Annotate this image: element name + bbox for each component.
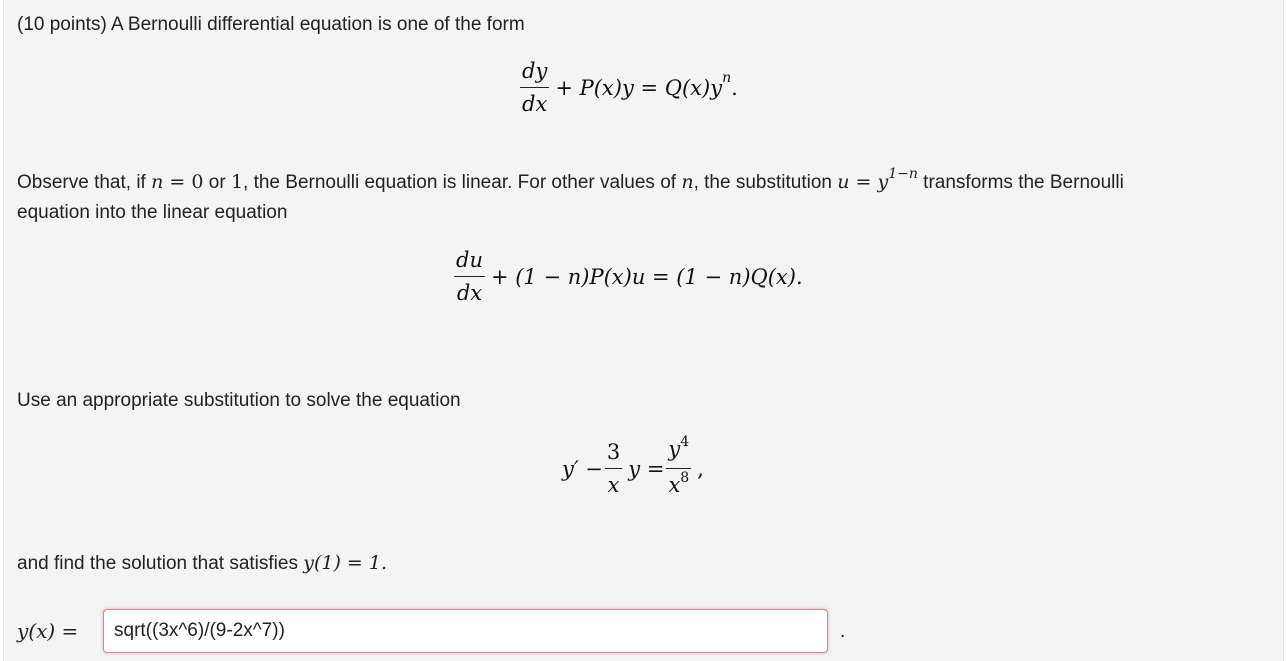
math-eq-zero: = 0: [163, 171, 204, 193]
exponent-n: n: [722, 69, 732, 86]
equation-rest: + (1 − n)P(x)u = (1 − n)Q(x).: [490, 264, 803, 289]
equation-period: .: [731, 75, 738, 100]
observe-text-5: transforms the Bernoulli: [923, 172, 1124, 193]
math-one: 1: [230, 171, 244, 193]
three-over-x-fraction: [605, 439, 622, 498]
problem-intro: (10 points) A Bernoulli differential equation is one of the form: [17, 14, 525, 35]
math-n: n: [151, 171, 164, 193]
instruction-text: Use an appropriate substitution to solve the equation: [17, 390, 461, 411]
equation-lhs: y′ −: [562, 456, 603, 481]
fraction-numerator: $y^4$: [668, 434, 690, 461]
linear-equation: [452, 247, 803, 306]
fraction-denominator: dx: [456, 281, 483, 305]
equation-comma: ,: [697, 456, 704, 481]
math-substitution: u = y: [837, 171, 889, 193]
fraction-bar: [520, 87, 549, 88]
du-dx-fraction: [454, 247, 485, 306]
condition-line: [17, 551, 387, 576]
fraction-bar: [454, 276, 485, 277]
condition-text: and find the solution that satisfies: [17, 553, 298, 574]
observe-text-1: Observe that, if: [17, 172, 146, 193]
equation-mid: y =: [628, 456, 665, 481]
y4-over-x8-fraction: [666, 436, 691, 501]
fraction-numerator: 3: [606, 440, 621, 464]
dy-dx-fraction: [520, 58, 549, 117]
fraction-denominator: x: [607, 473, 620, 497]
problem-panel: [3, 0, 1284, 661]
fraction-bar: [666, 468, 691, 469]
math-substitution-exponent: 1−n: [888, 166, 918, 182]
observe-text-or: or: [208, 172, 226, 193]
equation-rest: + P(x)y = Q(x)y: [555, 75, 723, 100]
initial-condition: y(1) = 1.: [303, 552, 388, 574]
observe-line-1: [17, 166, 1124, 196]
fraction-numerator: du: [456, 248, 483, 272]
answer-label: y(x) =: [17, 619, 79, 643]
math-n-2: n: [681, 171, 694, 193]
fraction-numerator: dy: [522, 59, 548, 83]
given-equation: [562, 436, 704, 501]
fraction-denominator: dx: [522, 92, 548, 116]
observe-text-3: , the Bernoulli equation is linear. For other values of: [243, 172, 677, 193]
fraction-bar: [605, 468, 622, 469]
fraction-denominator: $x^8$: [668, 470, 690, 497]
observe-line-2: equation into the linear equation: [17, 202, 288, 223]
answer-trailing-period: .: [840, 621, 846, 642]
answer-input[interactable]: [103, 609, 828, 653]
bernoulli-equation: [518, 58, 738, 117]
observe-text-4: , the substitution: [693, 172, 832, 193]
